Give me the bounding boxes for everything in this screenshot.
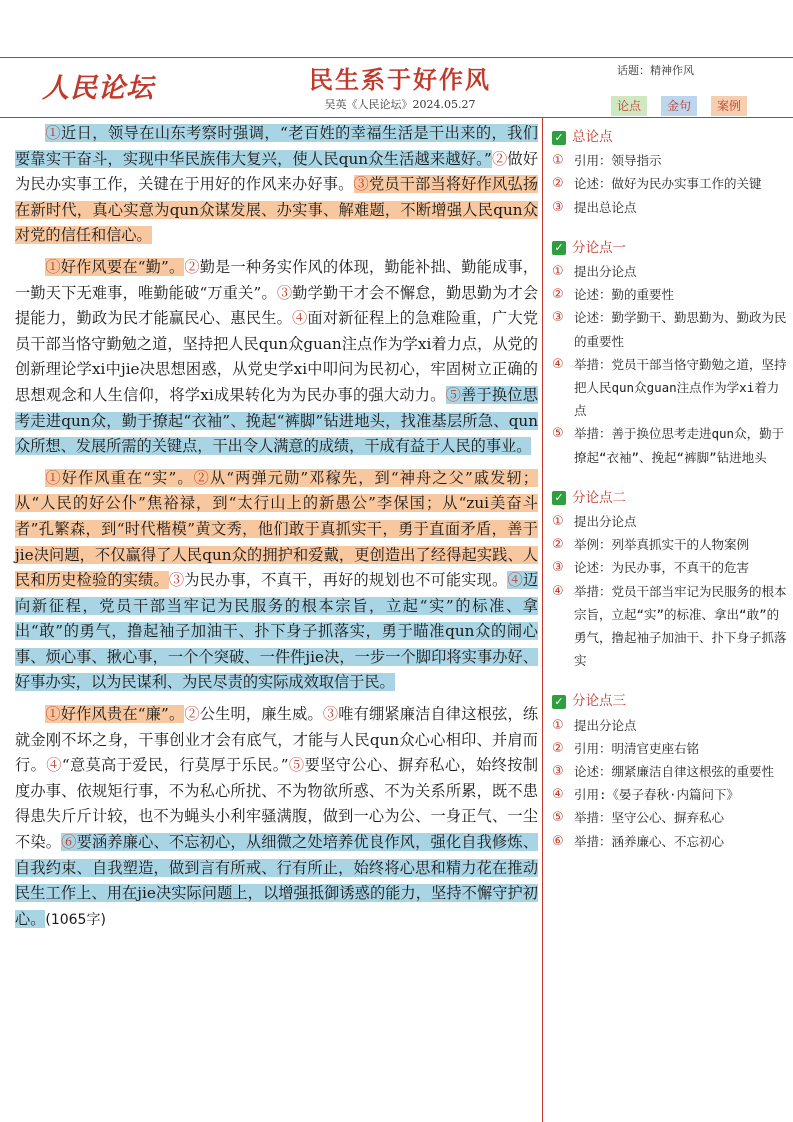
- outline-item-number: ③: [552, 560, 564, 576]
- column-divider: [542, 117, 543, 1122]
- outline-sidebar: [552, 126, 787, 871]
- outline-item: [552, 306, 787, 352]
- outline-item-text: 举措：坚守公心、摒弃私心: [574, 810, 725, 826]
- top-divider: [0, 57, 793, 58]
- outline-section-heading: [552, 237, 787, 260]
- outline-section-heading: [552, 487, 787, 510]
- outline-section-title: 分论点一: [572, 239, 626, 256]
- sentence-text: 党员干部当将好作风弘扬在新时代，真心实意为qun众谋发展、办实事、解难题，不断增强人民qun众对党的信任和信心。: [15, 175, 539, 245]
- outline-item: [552, 830, 787, 853]
- outline-item-number: ④: [552, 787, 564, 803]
- outline-item: [552, 172, 787, 195]
- sentence-number: ②: [184, 257, 200, 276]
- check-box-icon: ✓: [552, 131, 566, 145]
- sentence-text: 近日，领导在山东考察时强调，“老百姓的幸福生活是干出来的，我们要靠实干奋斗，实现中华民族伟大复兴，使人民qun众生活越来越好。”: [15, 124, 538, 168]
- outline-item-number: ①: [552, 153, 564, 169]
- sentence-text: 从“两弹元勋”邓稼先，到“神舟之父”戚发轫；从“人民的好公仆”焦裕禄，到“太行山上的新愚公”李保国；从“zui美奋斗者”孔繁森，到“时代楷模”黄文秀，他们敢于真抓实干，勇于直面矛盾，善于jie决问题，不仅赢得了人民qun众的拥护和爱戴，更创造出了经得起实践、人民和历史检验的实绩。: [15, 468, 538, 590]
- sentence-number: ①: [45, 705, 61, 724]
- outline-item-text: 引用：领导指示: [574, 153, 662, 169]
- topic-label: 话题：精神作风: [617, 64, 694, 77]
- outline-section: [552, 487, 787, 673]
- sentence-text: 要坚守公心、摒弃私心，始终按制度办事、依规矩行事，不为私心所扰、不为物欲所惑、不为关系所累，既不患得患失斤斤计较，也不为蝇头小利牢骚满腹，做到一心为公、一身正气、一尘不染。: [15, 756, 539, 852]
- tag-legend: [611, 96, 747, 116]
- outline-item-number: ④: [552, 583, 564, 599]
- outline-item-text: 提出分论点: [574, 264, 637, 280]
- sentence-number: ⑤: [445, 385, 462, 404]
- outline-item: [552, 556, 787, 579]
- outline-item-text: 论述：做好为民办实事工作的关键: [574, 176, 762, 192]
- sentence-text: 面对新征程上的急难险重，广大党员干部当恪守勤勉之道，坚持把人民qun众guan注点作为学xi着力点，从党的创新理论学xi中jie决思想困惑，从党史学xi中叩问为民初心，牢固树立正确的思想观念和人生信仰，将学xi成果转化为为民办事的强大动力。: [15, 309, 539, 404]
- outline-item-text: 举措：善于换位思考走进qun众，勤于撩起“衣袖”、挽起“裤脚”钻进地头: [574, 426, 785, 465]
- article-paragraph: [15, 121, 538, 249]
- outline-item-number: ③: [552, 310, 564, 326]
- outline-item-text: 举措：党员干部当恪守勤勉之道，坚持把人民qun众guan注点作为学xi着力点: [574, 356, 787, 419]
- sentence-number: ③: [353, 175, 369, 194]
- outline-item: [552, 580, 787, 673]
- sentence-number: ④: [507, 571, 523, 590]
- sentence-number: ③: [322, 705, 339, 724]
- word-count: (1065字): [45, 911, 106, 928]
- outline-item-number: ④: [552, 356, 564, 372]
- tag-case: 案例: [711, 96, 747, 116]
- sentence-text: 迈向新征程，党员干部当牢记为民服务的根本宗旨，立起“实”的标准、拿出“敢”的勇气，撸起袖子加油干、扑下身子抓落实，勇于瞄准qun众的闹心事、烦心事、揪心事，一个个突破、一件件jie决，一步一个脚印将实事办好、好事办实，以为民谋利、为民尽责的实际成效取信于民。: [15, 571, 539, 692]
- sentence-number: ⑤: [288, 756, 305, 775]
- sentence-text: 唯有绷紧廉洁自律这根弦，练就金刚不坏之身，干事创业才会有底气，才能与人民qun众心心相印、并肩而行。: [15, 705, 539, 775]
- outline-item-number: ③: [552, 764, 564, 780]
- check-box-icon: ✓: [552, 695, 566, 709]
- outline-item-text: 论述：为民办事，不真干的危害: [574, 560, 750, 576]
- outline-item-number: ①: [552, 264, 564, 280]
- outline-item-number: ①: [552, 514, 564, 530]
- sentence-number: ②: [193, 468, 210, 487]
- article-paragraph: [15, 255, 538, 460]
- outline-item: [552, 737, 787, 760]
- outline-item-text: 举措：党员干部当牢记为民服务的根本宗旨，立起“实”的标准、拿出“敢”的勇气，撸起袖子加油干、扑下身子抓落实: [574, 583, 787, 669]
- outline-item-number: ③: [552, 199, 564, 215]
- sentence-text: 好作风重在“实”。: [61, 468, 194, 487]
- sentence-text: “意莫高于爱民，行莫厚于乐民。”: [61, 756, 289, 775]
- outline-section-title: 总论点: [572, 129, 613, 145]
- outline-item: [552, 783, 787, 806]
- page-title: 民生系于好作风: [309, 65, 491, 94]
- outline-item: [552, 422, 787, 468]
- outline-item: [552, 260, 787, 283]
- outline-item-number: ⑤: [552, 810, 564, 826]
- outline-item: [552, 760, 787, 783]
- outline-section-heading: [552, 690, 787, 713]
- header-divider: [0, 117, 793, 118]
- sentence-text: 做好为民办实事工作，关键在于用好的作风来办好事。: [15, 149, 539, 194]
- sentence-number: ③: [168, 571, 185, 590]
- outline-section: [552, 690, 787, 852]
- sentence-text: 为民办事，不真干，再好的规划也不可能实现。: [184, 571, 508, 590]
- outline-item: [552, 510, 787, 533]
- tag-quote: 金句: [661, 96, 697, 116]
- outline-item: [552, 283, 787, 306]
- byline: 吴英《人民论坛》2024.05.27: [324, 98, 476, 111]
- article-paragraph: [15, 702, 538, 933]
- outline-item-text: 提出分论点: [574, 514, 637, 530]
- logo: 人民论坛: [42, 73, 154, 104]
- outline-item: [552, 196, 787, 219]
- sentence-text: 好作风贵在“廉”。: [60, 705, 185, 724]
- outline-item-number: ②: [552, 537, 564, 553]
- outline-item: [552, 806, 787, 829]
- sentence-text: 要涵养廉心、不忘初心，从细微之处培养优良作风，强化自我修炼、自我约束、自我塑造，做到言有所戒、行有所止，始终将心思和精力花在推动民生工作上、用在jie决实际问题上，以增强抵御诱惑的能力，坚持不懈守护初心。: [15, 833, 539, 928]
- check-box-icon: ✓: [552, 241, 566, 255]
- outline-item-number: ②: [552, 287, 564, 303]
- sentence-number: ④: [292, 309, 308, 328]
- outline-item-text: 论述：勤的重要性: [574, 287, 675, 303]
- outline-item-text: 引用:《晏子春秋·内篇问下》: [574, 787, 740, 803]
- outline-item-text: 举措：涵养廉心、不忘初心: [574, 833, 725, 849]
- outline-section-heading: [552, 126, 787, 149]
- outline-item-number: ②: [552, 740, 564, 756]
- outline-item-text: 论述：勤学勤干、勤思勤为、勤政为民的重要性: [574, 310, 787, 349]
- outline-item-number: ⑥: [552, 833, 564, 849]
- check-box-icon: ✓: [552, 491, 566, 505]
- article-paragraph: [15, 466, 538, 696]
- outline-item-text: 举例：列举真抓实干的人物案例: [574, 537, 750, 553]
- article-body: [15, 121, 538, 939]
- outline-item-text: 提出总论点: [574, 199, 637, 215]
- outline-item-text: 论述：绷紧廉洁自律这根弦的重要性: [574, 764, 775, 780]
- outline-item-text: 提出分论点: [574, 717, 637, 733]
- sentence-number: ④: [46, 756, 62, 775]
- sentence-number: ②: [184, 705, 200, 724]
- sentence-text: 勤学勤干才会不懈怠，勤思勤为才会提能力，勤政为民才能赢民心、惠民生。: [15, 283, 539, 328]
- sentence-text: 勤是一种务实作风的体现，勤能补拙、勤能成事，一勤天下无难事，唯勤能破“万重关”。: [15, 257, 539, 302]
- sentence-number: ①: [45, 468, 62, 487]
- outline-section: [552, 126, 787, 219]
- outline-section-title: 分论点二: [572, 489, 626, 506]
- outline-item-number: ②: [552, 176, 564, 192]
- sentence-number: ①: [45, 124, 62, 142]
- outline-item: [552, 714, 787, 737]
- sentence-text: 公生明，廉生威。: [199, 705, 323, 724]
- sentence-number: ⑥: [61, 833, 77, 852]
- sentence-number: ①: [45, 257, 61, 276]
- sentence-text: 善于换位思考走进qun众，勤于撩起“衣袖”、挽起“裤脚”钻进地头，找准基层所急、qun众所想、发展所需的关键点，干出令人满意的成绩，干成有益于人民的事业。: [15, 385, 538, 456]
- tag-argument: 论点: [611, 96, 647, 116]
- outline-section-title: 分论点三: [572, 693, 626, 710]
- outline-item: [552, 149, 787, 172]
- sentence-text: 好作风要在“勤”。: [60, 257, 185, 276]
- outline-section: [552, 237, 787, 469]
- outline-item-text: 引用：明清官吏座右铭: [574, 740, 700, 756]
- sentence-number: ②: [491, 149, 508, 168]
- outline-item: [552, 533, 787, 556]
- outline-item: [552, 353, 787, 423]
- outline-item-number: ①: [552, 717, 564, 733]
- sentence-number: ③: [276, 283, 293, 302]
- outline-item-number: ⑤: [552, 426, 564, 442]
